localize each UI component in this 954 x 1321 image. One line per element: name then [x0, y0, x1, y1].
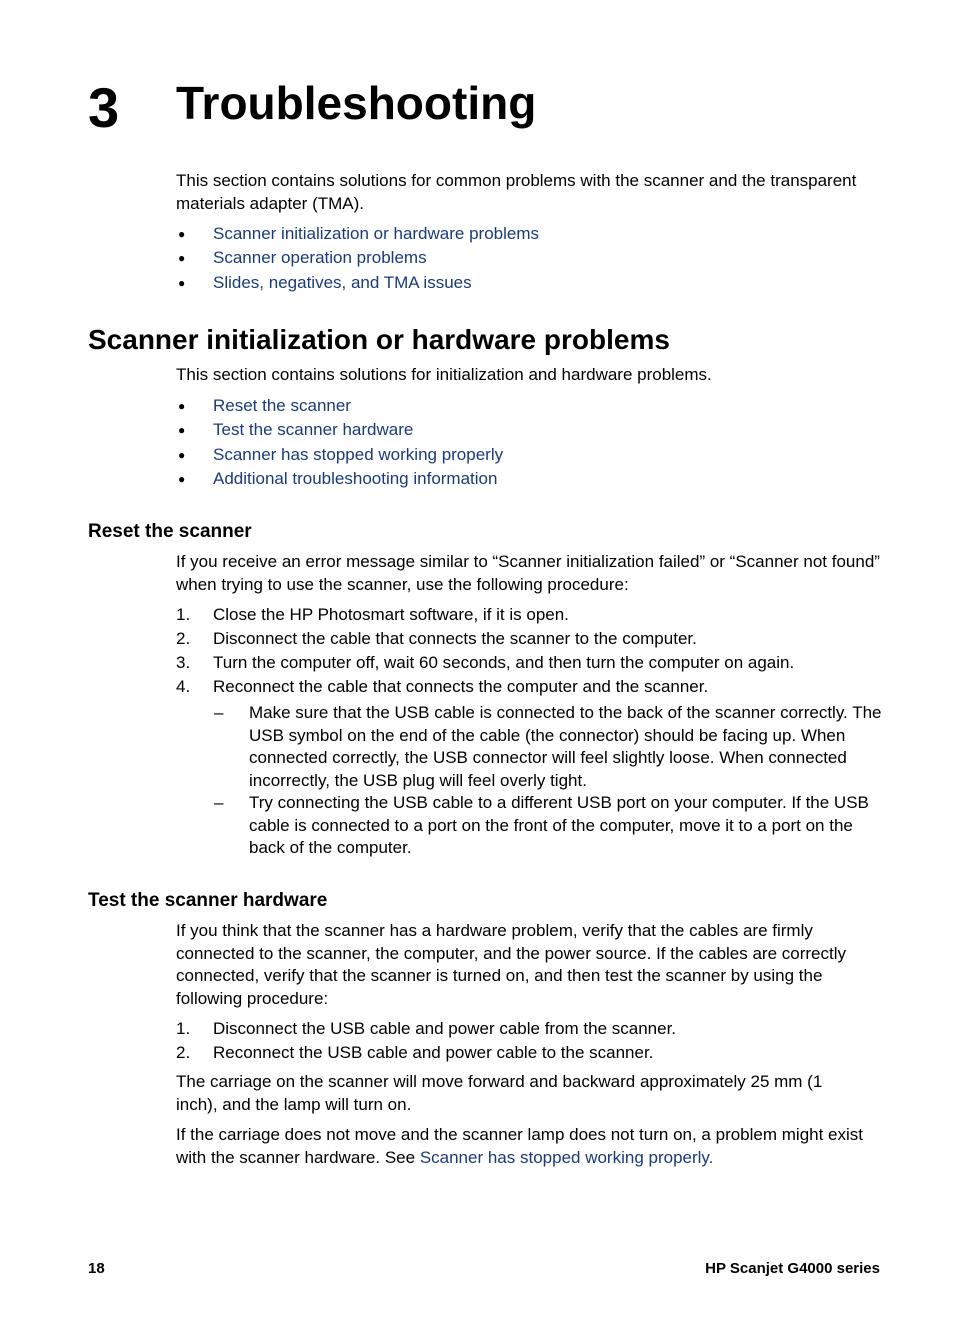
substep-text: Try connecting the USB cable to a different USB port on your computer. If the USB cable is connected to a port on the front of the computer, move it to a port on the back of the computer. — [249, 793, 869, 857]
bullet-icon: ● — [178, 399, 186, 413]
final-text: If the carriage does not move and the scanner lamp does not turn on, a problem might exist with the scanner hardware. See — [176, 1125, 863, 1167]
bullet-icon: ● — [178, 471, 186, 486]
list-item — [176, 676, 886, 700]
link-slides-negatives[interactable]: Slides, negatives, and TMA issues — [213, 272, 472, 292]
link-reset-scanner[interactable]: Reset the scanner — [213, 396, 351, 415]
list-item — [176, 468, 503, 492]
test-after-paragraph: The carriage on the scanner will move forward and backward approximately 25 mm (1 inch), and the lamp will turn on. — [176, 1072, 823, 1114]
chapter-title: Troubleshooting — [176, 77, 537, 129]
list-item — [212, 792, 884, 860]
bullet-icon: ● — [178, 447, 186, 462]
step-number: 4. — [176, 677, 191, 696]
substep-text: Make sure that the USB cable is connected to the back of the scanner correctly. The USB symbol on the end of the cable (the connector) should be facing up. When connected correctly, the USB connector will feel slightly loose. When connected incorrectly, the USB plug will feel overly tight. — [249, 703, 882, 790]
dash-marker: – — [214, 793, 224, 812]
step-text: Reconnect the cable that connects the computer and the scanner. — [213, 677, 709, 696]
intro-paragraph: This section contains solutions for common problems with the scanner and the transparent materials adapter (TMA). — [176, 171, 857, 213]
link-scanner-operation[interactable]: Scanner operation problems — [213, 248, 427, 268]
section-link-list — [176, 395, 503, 492]
link-test-hardware[interactable]: Test the scanner hardware — [213, 420, 414, 440]
link-stopped-working[interactable]: Scanner has stopped working properly — [213, 444, 504, 464]
subsection-heading: Reset the scanner — [88, 521, 252, 542]
list-item — [176, 395, 503, 419]
step-text: Reconnect the USB cable and power cable to the scanner. — [213, 1043, 654, 1062]
section-heading: Scanner initialization or hardware problems — [88, 324, 670, 355]
step-text: Close the HP Photosmart software, if it is open. — [213, 605, 569, 624]
list-item — [176, 628, 886, 652]
test-steps — [176, 1018, 886, 1066]
list-item — [176, 419, 503, 443]
reset-paragraph: If you receive an error message similar to “Scanner initialization failed” or “Scanner not found” when trying to use the scanner, use the following procedure: — [176, 552, 880, 594]
list-item — [212, 702, 884, 792]
dash-marker: – — [214, 703, 224, 722]
test-final-paragraph — [176, 1124, 886, 1169]
list-item — [176, 1042, 886, 1066]
link-stopped-working-inline[interactable]: Scanner has stopped working properly — [419, 1147, 709, 1167]
step-text: Disconnect the cable that connects the scanner to the computer. — [213, 629, 697, 648]
list-item — [176, 444, 503, 468]
link-additional-info[interactable]: Additional troubleshooting information — [213, 468, 498, 488]
step-number: 3. — [176, 653, 191, 672]
step-number: 2. — [176, 1043, 191, 1062]
subsection-heading: Test the scanner hardware — [88, 890, 328, 911]
bullet-icon: ● — [178, 227, 186, 241]
bullet-icon: ● — [178, 251, 186, 266]
section-paragraph: This section contains solutions for initialization and hardware problems. — [176, 365, 712, 384]
step-text: Turn the computer off, wait 60 seconds, and then turn the computer on again. — [213, 653, 795, 672]
link-scanner-init[interactable]: Scanner initialization or hardware problems — [213, 224, 539, 243]
final-period: . — [708, 1147, 714, 1167]
step-number: 1. — [176, 605, 191, 624]
reset-substeps — [212, 702, 884, 860]
page-number: 18 — [88, 1260, 105, 1277]
list-item — [176, 272, 539, 296]
list-item — [176, 652, 886, 676]
bullet-icon: ● — [178, 423, 186, 438]
chapter-number: 3 — [88, 76, 120, 139]
list-item — [176, 223, 539, 247]
footer-product: HP Scanjet G4000 series — [705, 1260, 880, 1277]
list-item — [176, 604, 886, 628]
step-text: Disconnect the USB cable and power cable from the scanner. — [213, 1019, 677, 1038]
list-item — [176, 247, 539, 271]
step-number: 2. — [176, 629, 191, 648]
step-number: 1. — [176, 1019, 191, 1038]
list-item — [176, 1018, 886, 1042]
reset-steps — [176, 604, 886, 700]
intro-link-list — [176, 223, 539, 296]
test-paragraph: If you think that the scanner has a hardware problem, verify that the cables are firmly connected to the scanner, the computer, and the power source. If the cables are correctly connected, verify that the scanner is turned on, and then test the scanner by using the following procedure: — [176, 921, 846, 1008]
bullet-icon: ● — [178, 275, 186, 290]
